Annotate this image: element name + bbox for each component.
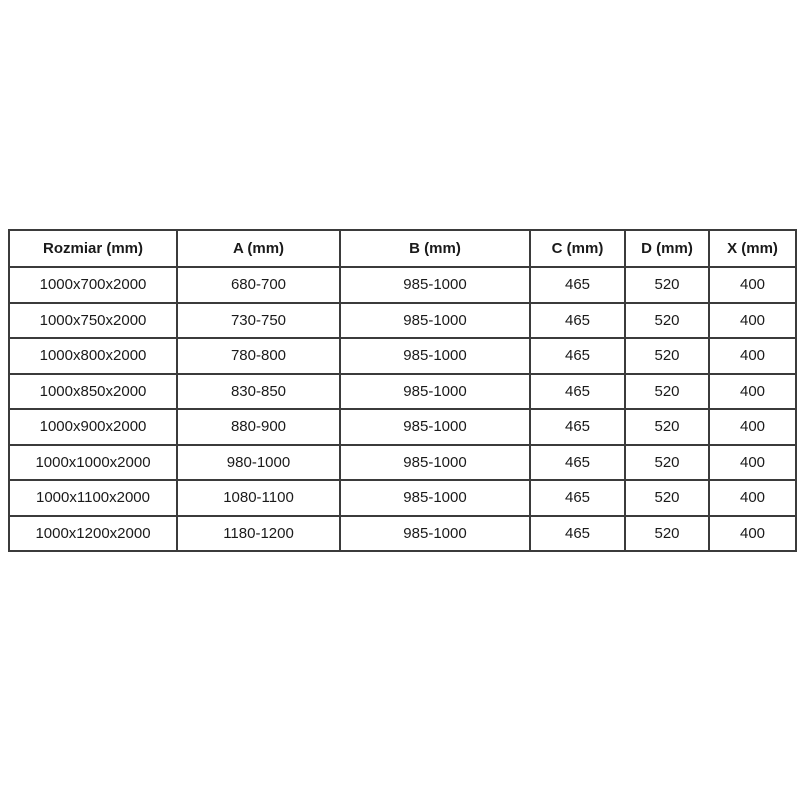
- table-cell: 520: [625, 480, 709, 516]
- table-cell: 400: [709, 267, 796, 303]
- dimensions-spec-table: [8, 229, 797, 552]
- table-cell: 985-1000: [340, 267, 530, 303]
- table-cell: 985-1000: [340, 338, 530, 374]
- table-cell: 400: [709, 516, 796, 552]
- table-cell: 520: [625, 409, 709, 445]
- table-cell: 520: [625, 445, 709, 481]
- table-cell: 780-800: [177, 338, 340, 374]
- table-cell: 465: [530, 516, 625, 552]
- table-cell: 520: [625, 303, 709, 339]
- table-row: [9, 374, 796, 410]
- table-cell: 465: [530, 480, 625, 516]
- table-row: [9, 267, 796, 303]
- column-header: Rozmiar (mm): [9, 230, 177, 267]
- column-header: C (mm): [530, 230, 625, 267]
- table-row: [9, 480, 796, 516]
- table-row: [9, 409, 796, 445]
- table-cell: 465: [530, 374, 625, 410]
- table-cell: 1000x700x2000: [9, 267, 177, 303]
- table-cell: 400: [709, 338, 796, 374]
- table-cell: 985-1000: [340, 516, 530, 552]
- table-cell: 520: [625, 516, 709, 552]
- table-cell: 880-900: [177, 409, 340, 445]
- table-cell: 1000x850x2000: [9, 374, 177, 410]
- table-cell: 400: [709, 409, 796, 445]
- table-cell: 985-1000: [340, 374, 530, 410]
- table-cell: 985-1000: [340, 480, 530, 516]
- table-cell: 465: [530, 445, 625, 481]
- table-cell: 1000x1100x2000: [9, 480, 177, 516]
- table-cell: 400: [709, 445, 796, 481]
- table-row: [9, 303, 796, 339]
- table-row: [9, 516, 796, 552]
- table-cell: 465: [530, 267, 625, 303]
- table-cell: 1000x1200x2000: [9, 516, 177, 552]
- table-cell: 1080-1100: [177, 480, 340, 516]
- table-cell: 1000x1000x2000: [9, 445, 177, 481]
- table-cell: 830-850: [177, 374, 340, 410]
- column-header: X (mm): [709, 230, 796, 267]
- header-row: [9, 230, 796, 267]
- table-cell: 985-1000: [340, 303, 530, 339]
- table-cell: 520: [625, 267, 709, 303]
- table-row: [9, 445, 796, 481]
- spec-table-header: [9, 230, 796, 267]
- table-cell: 985-1000: [340, 445, 530, 481]
- spec-table-body: [9, 267, 796, 551]
- table-cell: 680-700: [177, 267, 340, 303]
- table-cell: 400: [709, 303, 796, 339]
- column-header: B (mm): [340, 230, 530, 267]
- table-cell: 1000x900x2000: [9, 409, 177, 445]
- table-cell: 980-1000: [177, 445, 340, 481]
- table-cell: 1000x750x2000: [9, 303, 177, 339]
- column-header: A (mm): [177, 230, 340, 267]
- table-cell: 520: [625, 338, 709, 374]
- column-header: D (mm): [625, 230, 709, 267]
- table-cell: 465: [530, 303, 625, 339]
- table-cell: 985-1000: [340, 409, 530, 445]
- table-cell: 1000x800x2000: [9, 338, 177, 374]
- table-cell: 730-750: [177, 303, 340, 339]
- table-cell: 465: [530, 409, 625, 445]
- table-cell: 520: [625, 374, 709, 410]
- table-cell: 400: [709, 374, 796, 410]
- table-row: [9, 338, 796, 374]
- table-cell: 400: [709, 480, 796, 516]
- table-cell: 1180-1200: [177, 516, 340, 552]
- table-cell: 465: [530, 338, 625, 374]
